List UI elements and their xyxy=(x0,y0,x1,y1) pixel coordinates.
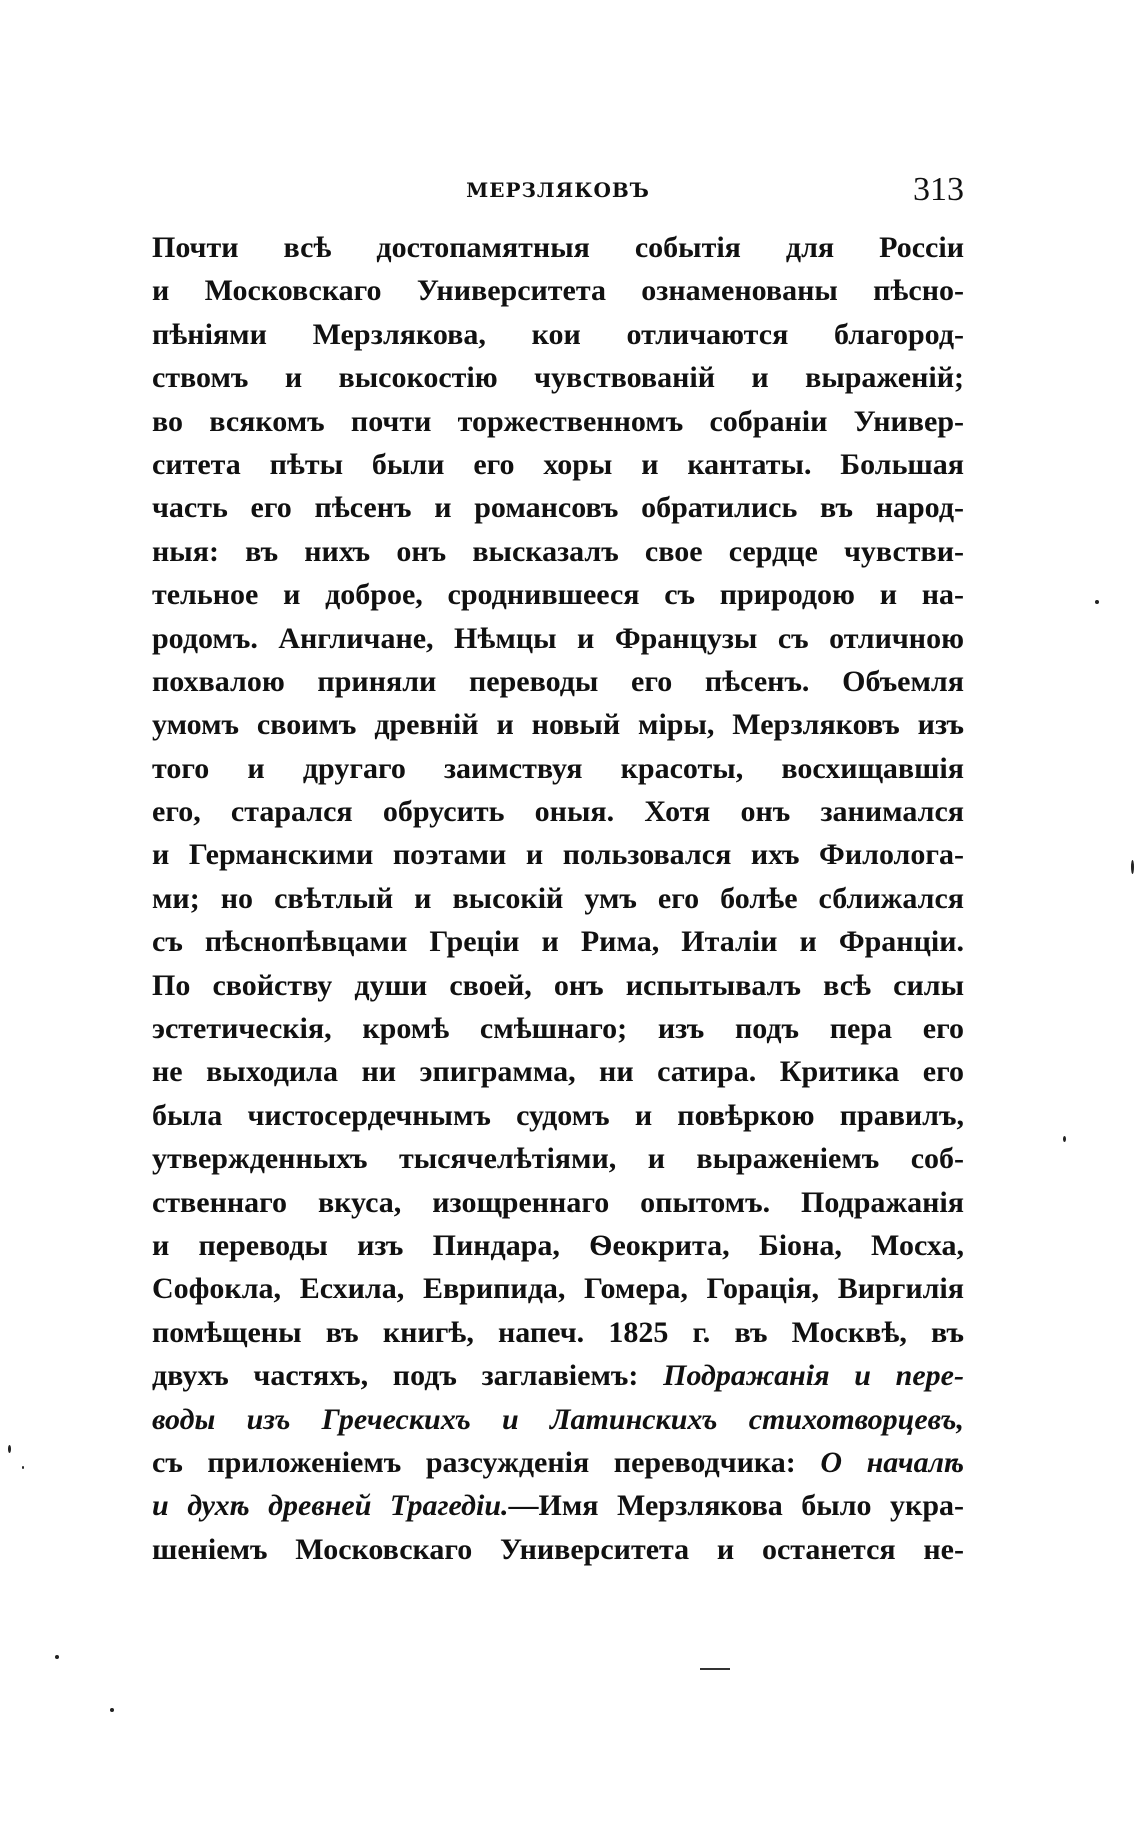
scan-speck xyxy=(1063,1136,1066,1142)
text-segment: съ пѣснопѣвцами Греціи и Рима, Италіи и Франціи. xyxy=(152,925,964,959)
text-segment: ственнаго вкуса, изощреннаго опытомъ. Подражанія xyxy=(152,1185,964,1219)
text-segment: Почти всѣ достопамятныя событія для Россіи xyxy=(152,231,964,264)
scan-speck xyxy=(1131,860,1134,874)
text-segment: помѣщены въ книгѣ, напеч. 1825 г. въ Москвѣ, въ xyxy=(152,1315,964,1349)
scan-speck xyxy=(55,1655,59,1659)
text-segment: и Германскими поэтами и пользовался ихъ Филолога- xyxy=(152,838,964,872)
text-line xyxy=(152,573,964,616)
text-segment: тельное и доброе, сроднившееся съ природою и на- xyxy=(152,578,964,612)
text-segment: эстетическія, кромѣ смѣшнаго; изъ подъ пера его xyxy=(152,1012,964,1046)
text-segment: умомъ своимъ древній и новый міры, Мерзляковъ изъ xyxy=(152,708,964,742)
running-title: МЕРЗЛЯКОВЪ xyxy=(466,178,650,202)
text-line xyxy=(152,1528,964,1571)
text-line xyxy=(152,1441,964,1484)
text-line xyxy=(152,226,964,269)
text-line xyxy=(152,747,964,790)
text-line xyxy=(152,833,964,876)
text-segment: того и другаго заимствуя красоты, восхищавшія xyxy=(152,751,964,785)
text-segment: и Московскаго Университета ознаменованы пѣсно- xyxy=(152,274,964,308)
text-segment: утвержденныхъ тысячелѣтіями, и выраженіемъ соб- xyxy=(152,1142,964,1176)
italic-text-segment: и духѣ древней Трагедіи. xyxy=(152,1489,509,1523)
text-line xyxy=(152,660,964,703)
text-line xyxy=(152,1354,964,1397)
text-segment: По свойству души своей, онъ испытывалъ всѣ силы xyxy=(152,968,964,1002)
text-line xyxy=(152,1398,964,1441)
text-line xyxy=(152,443,964,486)
running-head xyxy=(152,168,964,212)
text-segment: его, старался обрусить оныя. Хотя онъ занимался xyxy=(152,795,964,829)
text-line xyxy=(152,1267,964,1310)
text-line xyxy=(152,1484,964,1527)
text-segment: Софокла, Есхила, Еврипида, Гомера, Горація, Виргилія xyxy=(152,1272,964,1306)
text-line xyxy=(152,617,964,660)
page-number: 313 xyxy=(913,171,964,208)
italic-text-segment: Подражанія и пере- xyxy=(663,1359,964,1393)
text-segment: не выходила ни эпиграмма, ни сатира. Критика его xyxy=(152,1055,964,1089)
text-segment: часть его пѣсенъ и романсовъ обратились въ народ- xyxy=(152,491,964,525)
text-line xyxy=(152,1311,964,1354)
text-line xyxy=(152,1224,964,1267)
text-segment: и переводы изъ Пиндара, Ѳеокрита, Біона, Мосха, xyxy=(152,1228,964,1262)
text-segment: съ приложеніемъ разсужденія переводчика: xyxy=(152,1445,821,1479)
text-line xyxy=(152,313,964,356)
text-line xyxy=(152,1007,964,1050)
scan-mark xyxy=(700,1668,730,1670)
text-line xyxy=(152,964,964,1007)
text-line xyxy=(152,920,964,963)
text-line xyxy=(152,877,964,920)
text-segment: ми; но свѣтлый и высокій умъ его болѣе сближался xyxy=(152,881,964,915)
italic-text-segment: О началѣ xyxy=(820,1445,964,1479)
text-line xyxy=(152,530,964,573)
text-segment: была чистосердечнымъ судомъ и повѣркою правилъ, xyxy=(152,1098,964,1132)
text-segment: похвалою приняли переводы его пѣсенъ. Объемля xyxy=(152,664,964,698)
text-line xyxy=(152,703,964,746)
scan-speck xyxy=(22,1466,24,1469)
text-segment: ситета пѣты были его хоры и кантаты. Большая xyxy=(152,447,964,481)
text-line xyxy=(152,400,964,443)
scan-speck xyxy=(8,1445,11,1453)
scan-speck xyxy=(110,1708,114,1712)
text-line xyxy=(152,356,964,399)
text-segment: родомъ. Англичане, Нѣмцы и Французы съ отличною xyxy=(152,621,964,655)
text-segment: ныя: въ нихъ онъ высказалъ свое сердце чувстви- xyxy=(152,534,964,568)
text-line xyxy=(152,1137,964,1180)
text-segment: шеніемъ Московскаго Университета и останется не- xyxy=(152,1532,964,1566)
text-segment: двухъ частяхъ, подъ заглавіемъ: xyxy=(152,1359,664,1393)
text-line xyxy=(152,1094,964,1137)
text-line xyxy=(152,790,964,833)
body-text xyxy=(152,226,964,1571)
italic-text-segment: воды изъ Греческихъ и Латинскихъ стихотворцевъ, xyxy=(152,1402,964,1436)
text-segment: пѣніями Мерзлякова, кои отличаются благород- xyxy=(152,317,964,351)
text-line xyxy=(152,269,964,312)
text-line xyxy=(152,1050,964,1093)
text-line xyxy=(152,1181,964,1224)
text-segment: во всякомъ почти торжественномъ собраніи Универ- xyxy=(152,404,964,438)
text-segment: —Имя Мерзлякова было укра- xyxy=(508,1489,964,1523)
scan-speck xyxy=(1095,600,1099,604)
text-segment: ствомъ и высокостію чувствованій и выраженій; xyxy=(152,361,964,395)
text-line xyxy=(152,486,964,529)
